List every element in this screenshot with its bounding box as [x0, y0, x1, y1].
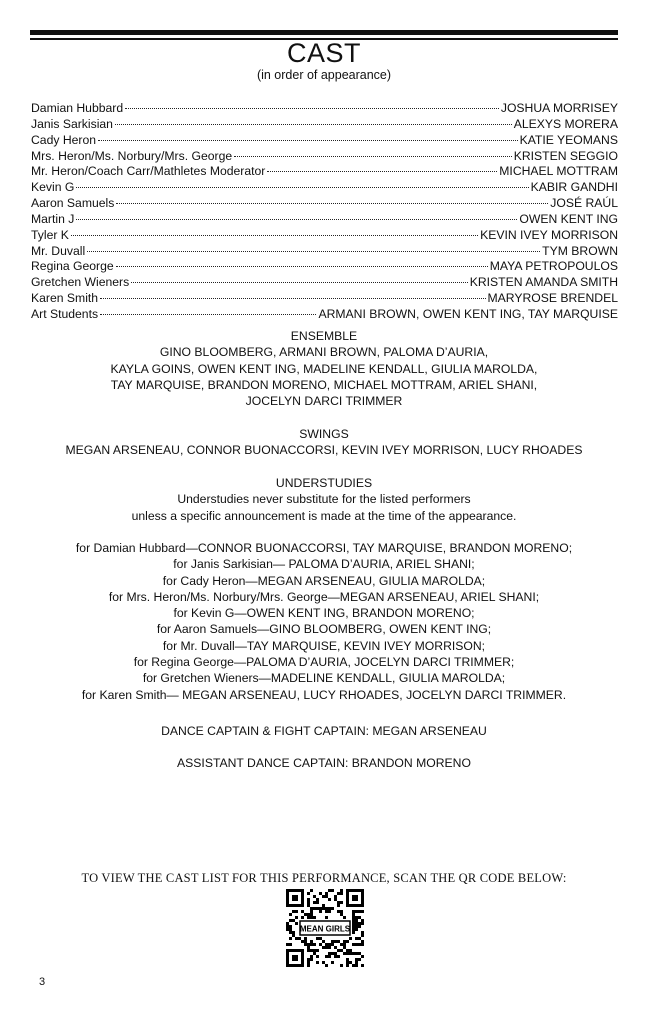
qr-label: MEAN GIRLS [299, 924, 351, 934]
dot-leader [76, 219, 517, 220]
dot-leader [267, 171, 497, 172]
cast-role: Damian Hubbard [31, 101, 124, 115]
dot-leader [234, 156, 512, 157]
cast-row [31, 133, 618, 149]
cast-role: Mr. Duvall [31, 243, 86, 258]
cast-row [31, 196, 618, 212]
cast-row [31, 180, 618, 196]
cast-row [31, 117, 618, 133]
top-rule-thick [30, 30, 618, 35]
cast-role: Tyler K [31, 227, 69, 242]
cast-role: Martin J [31, 211, 75, 226]
dot-leader [100, 298, 485, 299]
dot-leader [76, 187, 528, 188]
cast-role: Janis Sarkisian [31, 116, 113, 131]
understudy-list [0, 540, 648, 703]
cast-role: Cady Heron [31, 132, 97, 147]
cast-row [31, 244, 618, 260]
cast-role: Mrs. Heron/Ms. Norbury/Mrs. George [31, 148, 233, 163]
understudies-section [0, 475, 648, 524]
understudy-line: for Janis Sarkisian— PALOMA D’AURIA, ARIEL SHANI; [173, 557, 475, 572]
cast-actor: ARMANI BROWN, OWEN KENT ING, TAY MARQUISE [318, 306, 618, 321]
cast-row [31, 307, 618, 323]
cast-actor: MICHAEL MOTTRAM [499, 164, 618, 179]
understudy-line: for Aaron Samuels—GINO BLOOMBERG, OWEN KENT ING; [156, 622, 492, 637]
cast-row [31, 164, 618, 180]
understudy-line: for Regina George—PALOMA D’AURIA, JOCELYN DARCI TRIMMER; [133, 655, 515, 670]
cast-role: Kevin G [31, 180, 75, 195]
ensemble-line: KAYLA GOINS, OWEN KENT ING, MADELINE KENDALL, GIULIA MAROLDA, [110, 361, 538, 376]
page-title: CAST [286, 38, 361, 68]
cast-row [31, 275, 618, 291]
cast-actor: JOSÉ RAÚL [550, 196, 618, 211]
ensemble-heading: ENSEMBLE [290, 329, 358, 343]
understudy-line: for Mr. Duvall—TAY MARQUISE, KEVIN IVEY MORRISON; [162, 638, 486, 653]
swings-heading: SWINGS [299, 427, 349, 441]
understudy-line: for Gretchen Wieners—MADELINE KENDALL, GIULIA MAROLDA; [142, 671, 506, 686]
cast-actor: KABIR GANDHI [530, 180, 618, 195]
understudy-line: for Kevin G—OWEN KENT ING, BRANDON MORENO; [173, 606, 475, 621]
cast-actor: MAYA PETROPOULOS [489, 259, 618, 274]
ensemble-line: GINO BLOOMBERG, ARMANI BROWN, PALOMA D’AURIA, [159, 345, 489, 360]
dot-leader [125, 108, 499, 109]
cast-actor: MARYROSE BRENDEL [487, 291, 618, 306]
dot-leader [115, 124, 512, 125]
cast-actor: KRISTEN SEGGIO [513, 148, 618, 163]
page-number: 3 [39, 976, 46, 988]
cast-actor: OWEN KENT ING [519, 211, 618, 226]
cast-actor: KATIE YEOMANS [519, 132, 618, 147]
cast-row [31, 149, 618, 165]
cast-role: Gretchen Wieners [31, 275, 130, 290]
cast-row [31, 212, 618, 228]
assistant-dance-captain: ASSISTANT DANCE CAPTAIN: BRANDON MORENO [177, 756, 471, 770]
cast-role: Karen Smith [31, 291, 99, 306]
cast-row [31, 228, 618, 244]
understudies-heading: UNDERSTUDIES [275, 476, 373, 490]
dance-fight-captain: DANCE CAPTAIN & FIGHT CAPTAIN: MEGAN ARSENEAU [161, 724, 487, 738]
ensemble-line: TAY MARQUISE, BRANDON MORENO, MICHAEL MOTTRAM, ARIEL SHANI, [110, 377, 538, 392]
cast-actor: KEVIN IVEY MORRISON [480, 227, 618, 242]
cast-actor: KRISTEN AMANDA SMITH [469, 275, 618, 290]
understudy-line: for Mrs. Heron/Ms. Norbury/Mrs. George—MEGAN ARSENEAU, ARIEL SHANI; [108, 589, 540, 604]
cast-row [31, 101, 618, 117]
cast-actor: TYM BROWN [542, 243, 618, 258]
cast-row [31, 291, 618, 307]
ensemble-section [0, 328, 648, 409]
understudies-note: unless a specific announcement is made at the time of the appearance. [131, 508, 517, 523]
page-subtitle: (in order of appearance) [256, 68, 392, 82]
cast-role: Regina George [31, 259, 114, 274]
cast-actor: JOSHUA MORRISEY [500, 101, 618, 115]
dot-leader [100, 314, 316, 315]
dot-leader [131, 282, 467, 283]
understudy-line: for Karen Smith— MEGAN ARSENEAU, LUCY RHOADES, JOCELYN DARCI TRIMMER. [81, 687, 567, 702]
dot-leader [71, 235, 478, 236]
understudies-note: Understudies never substitute for the listed performers [177, 492, 471, 507]
cast-role: Art Students [31, 306, 99, 321]
dot-leader [98, 140, 518, 141]
swings-section [0, 426, 648, 459]
dot-leader [116, 266, 488, 267]
cast-role: Mr. Heron/Coach Carr/Mathletes Moderator [31, 164, 266, 179]
cast-list [31, 101, 618, 323]
cast-actor: ALEXYS MORERA [513, 116, 618, 131]
understudy-line: for Cady Heron—MEGAN ARSENEAU, GIULIA MAROLDA; [162, 573, 486, 588]
qr-caption: TO VIEW THE CAST LIST FOR THIS PERFORMANCE, SCAN THE QR CODE BELOW: [81, 871, 567, 885]
qr-code[interactable] [286, 889, 364, 967]
dot-leader [87, 251, 540, 252]
cast-role: Aaron Samuels [31, 196, 115, 211]
understudy-line: for Damian Hubbard—CONNOR BUONACCORSI, TAY MARQUISE, BRANDON MORENO; [75, 541, 573, 555]
swings-line: MEGAN ARSENEAU, CONNOR BUONACCORSI, KEVIN IVEY MORRISON, LUCY RHOADES [65, 443, 583, 458]
cast-row [31, 259, 618, 275]
ensemble-line: JOCELYN DARCI TRIMMER [245, 394, 403, 409]
dot-leader [116, 203, 548, 204]
